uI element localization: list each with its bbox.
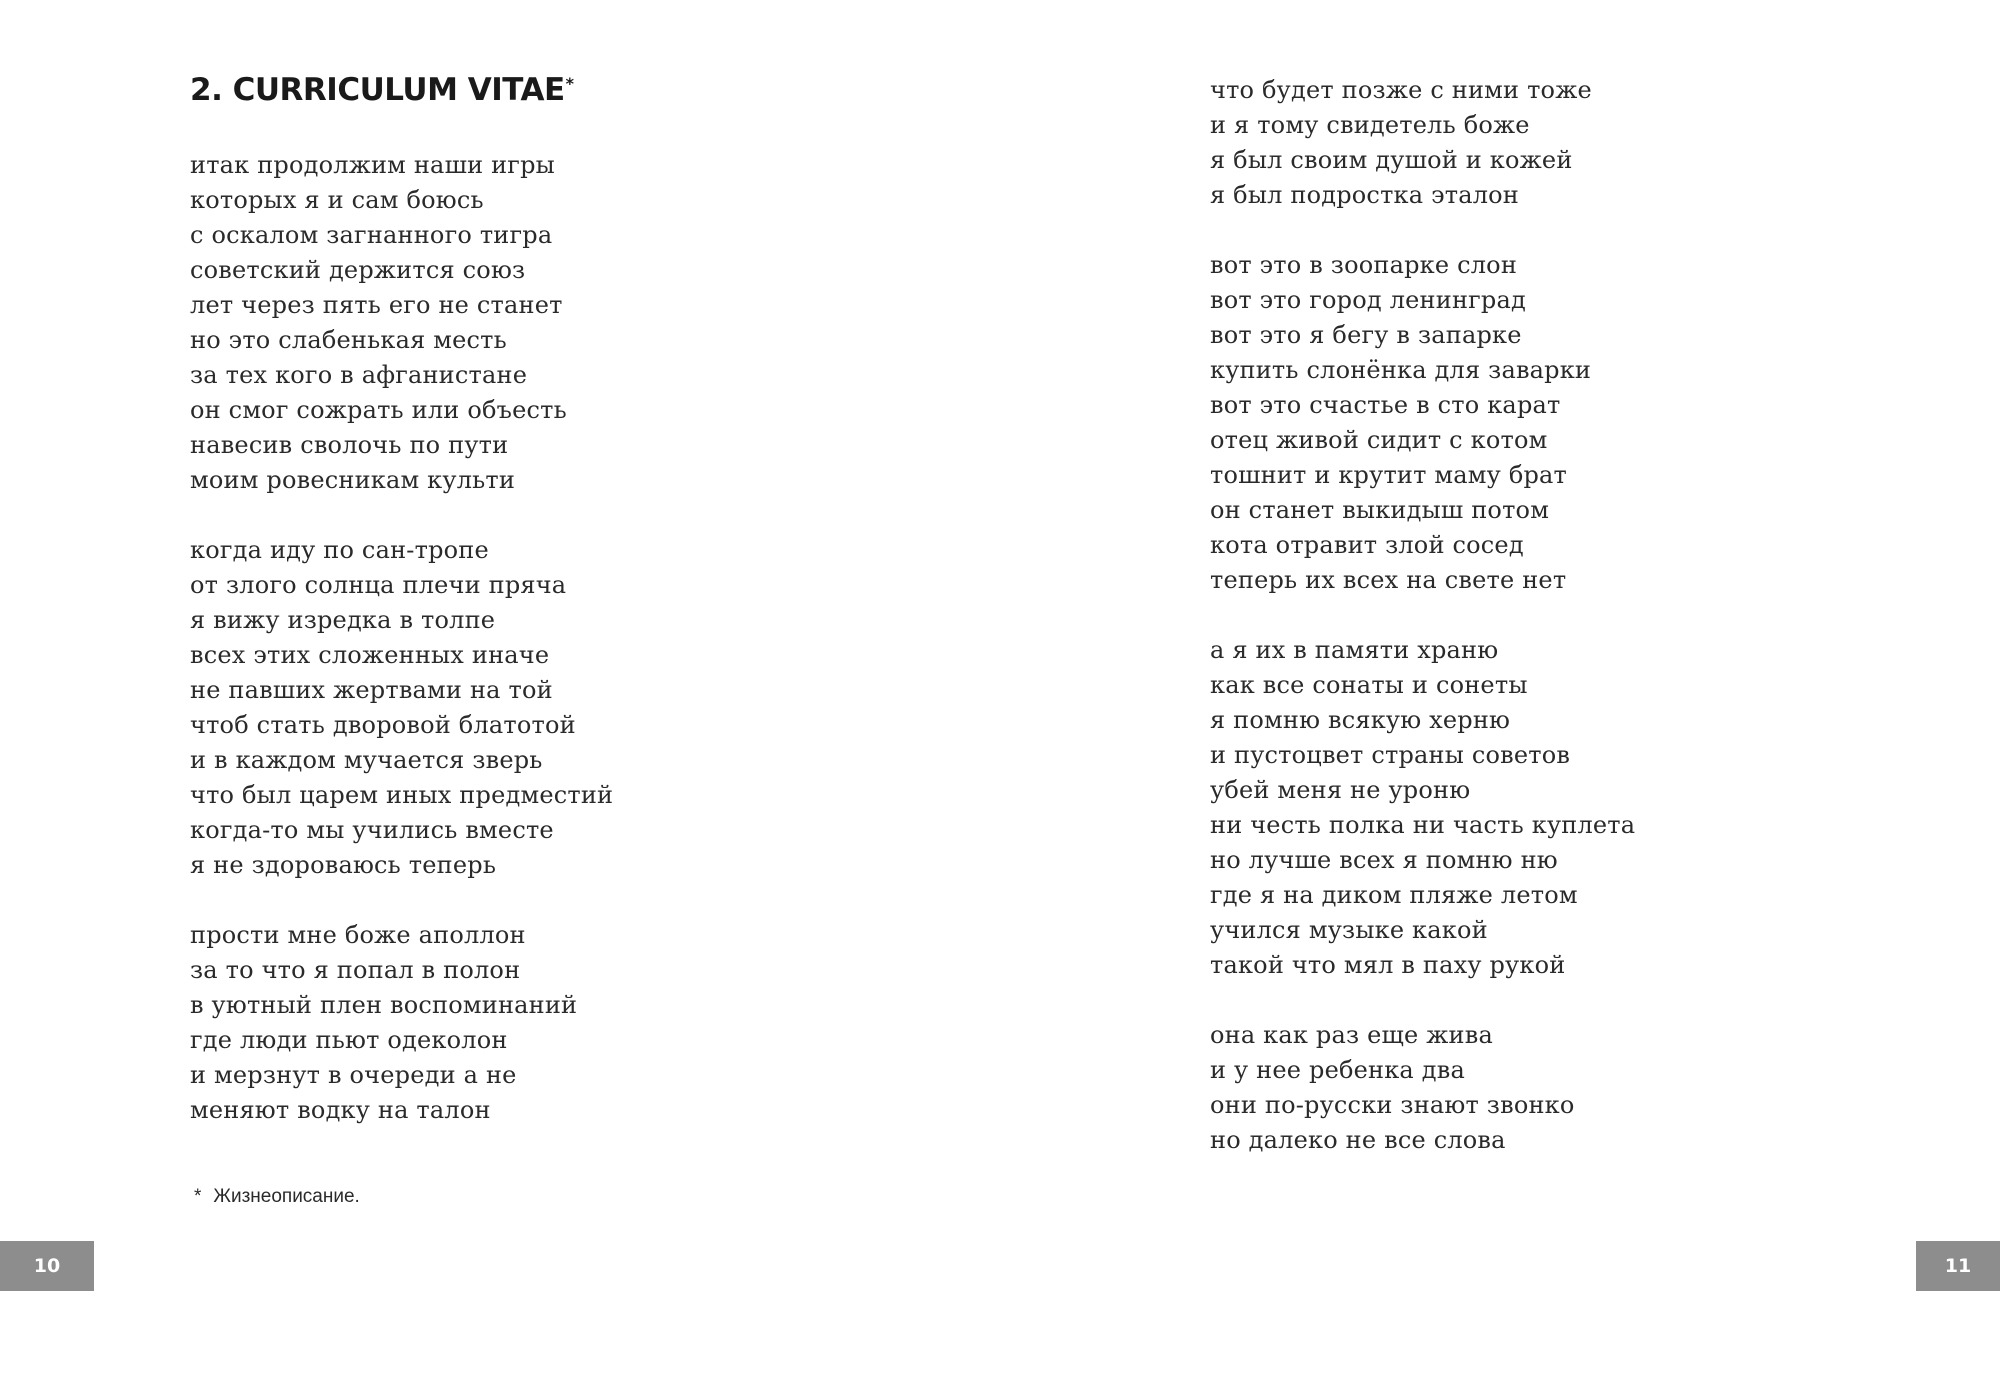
poem-line: прости мне боже аполлон: [190, 921, 526, 949]
poem-line: где люди пьют одеколон: [190, 1026, 508, 1054]
poem-line: я был своим душой и кожей: [1210, 146, 1573, 174]
poem-line: но это слабенькая месть: [190, 326, 507, 354]
poem-line: она как раз еще жива: [1210, 1021, 1493, 1049]
poem-line: от злого солнца плечи пряча: [190, 571, 567, 599]
poem-line: в уютный плен воспоминаний: [190, 991, 578, 1019]
poem-line: за то что я попал в полон: [190, 956, 521, 984]
poem-line: я был подростка эталон: [1210, 181, 1520, 209]
poem-line: всех этих сложенных иначе: [190, 641, 550, 669]
stanza: [190, 533, 613, 883]
right-poem-body: [1210, 73, 1635, 1158]
footnote-text: Жизнеописание.: [213, 1186, 360, 1207]
poem-line: но далеко не все слова: [1210, 1126, 1506, 1154]
poem-line: учился музыке какой: [1210, 916, 1488, 944]
poem-line: меняют водку на талон: [190, 1096, 491, 1124]
poem-line: купить слонёнка для заварки: [1210, 356, 1592, 384]
stanza: [1210, 633, 1635, 983]
poem-line: когда-то мы учились вместе: [190, 816, 554, 844]
stanza: [190, 918, 613, 1128]
poem-line: я помню всякую херню: [1210, 706, 1511, 734]
poem-line: где я на диком пляже летом: [1210, 881, 1578, 909]
poem-line: теперь их всех на свете нет: [1210, 566, 1567, 594]
poem-line: чтоб стать дворовой блатотой: [190, 711, 576, 739]
poem-line: вот это в зоопарке слон: [1210, 251, 1518, 279]
poem-line: вот это город ленинград: [1210, 286, 1526, 314]
stanza: [1210, 1018, 1635, 1158]
poem-line: что будет позже с ними тоже: [1210, 76, 1592, 104]
poem-line: и в каждом мучается зверь: [190, 746, 543, 774]
poem-line: он станет выкидыш потом: [1210, 496, 1550, 524]
poem-line: они по-русски знают звонко: [1210, 1091, 1575, 1119]
poem-line: как все сонаты и сонеты: [1210, 671, 1528, 699]
poem-line: моим ровесникам культи: [190, 466, 516, 494]
poem-line: и пустоцвет страны советов: [1210, 741, 1571, 769]
poem-line: тошнит и крутит маму брат: [1210, 461, 1568, 489]
right-page: [1000, 0, 2000, 1390]
poem-line: но лучше всех я помню ню: [1210, 846, 1558, 874]
poem-line: что был царем иных предместий: [190, 781, 614, 809]
poem-line: которых я и сам боюсь: [190, 186, 484, 214]
poem-line: отец живой сидит с котом: [1210, 426, 1548, 454]
poem-line: я вижу изредка в толпе: [190, 606, 496, 634]
footnote: [194, 1186, 360, 1208]
title-footnote-mark: *: [565, 73, 574, 93]
page-number-left: 10: [0, 1241, 94, 1291]
poem-line: ни честь полка ни часть куплета: [1210, 811, 1636, 839]
poem-line: убей меня не уроню: [1210, 776, 1471, 804]
poem-line: когда иду по сан-тропе: [190, 536, 489, 564]
poem-line: не павших жертвами на той: [190, 676, 553, 704]
poem-title-text: 2. CURRICULUM VITAE: [190, 72, 565, 108]
footnote-mark: *: [194, 1186, 202, 1207]
poem-line: я не здороваюсь теперь: [190, 851, 497, 879]
poem-line: он смог сожрать или объесть: [190, 396, 567, 424]
poem-line: вот это я бегу в запарке: [1210, 321, 1522, 349]
poem-line: и мерзнут в очереди а не: [190, 1061, 517, 1089]
poem-line: и у нее ребенка два: [1210, 1056, 1465, 1084]
poem-line: такой что мял в паху рукой: [1210, 951, 1566, 979]
poem-line: итак продолжим наши игры: [190, 151, 555, 179]
stanza: [190, 148, 613, 498]
poem-title: [190, 72, 574, 108]
poem-line: с оскалом загнанного тигра: [190, 221, 553, 249]
poem-line: вот это счастье в сто карат: [1210, 391, 1561, 419]
poem-line: за тех кого в афганистане: [190, 361, 528, 389]
poem-line: навесив сволочь по пути: [190, 431, 509, 459]
poem-line: кота отравит злой сосед: [1210, 531, 1524, 559]
stanza: [1210, 73, 1635, 213]
left-poem-body: [190, 148, 613, 1128]
page-number-right: 11: [1916, 1241, 2000, 1291]
poem-line: советский держится союз: [190, 256, 526, 284]
poem-line: лет через пять его не станет: [190, 291, 563, 319]
poem-line: и я тому свидетель боже: [1210, 111, 1530, 139]
stanza: [1210, 248, 1635, 598]
poem-line: а я их в памяти храню: [1210, 636, 1499, 664]
